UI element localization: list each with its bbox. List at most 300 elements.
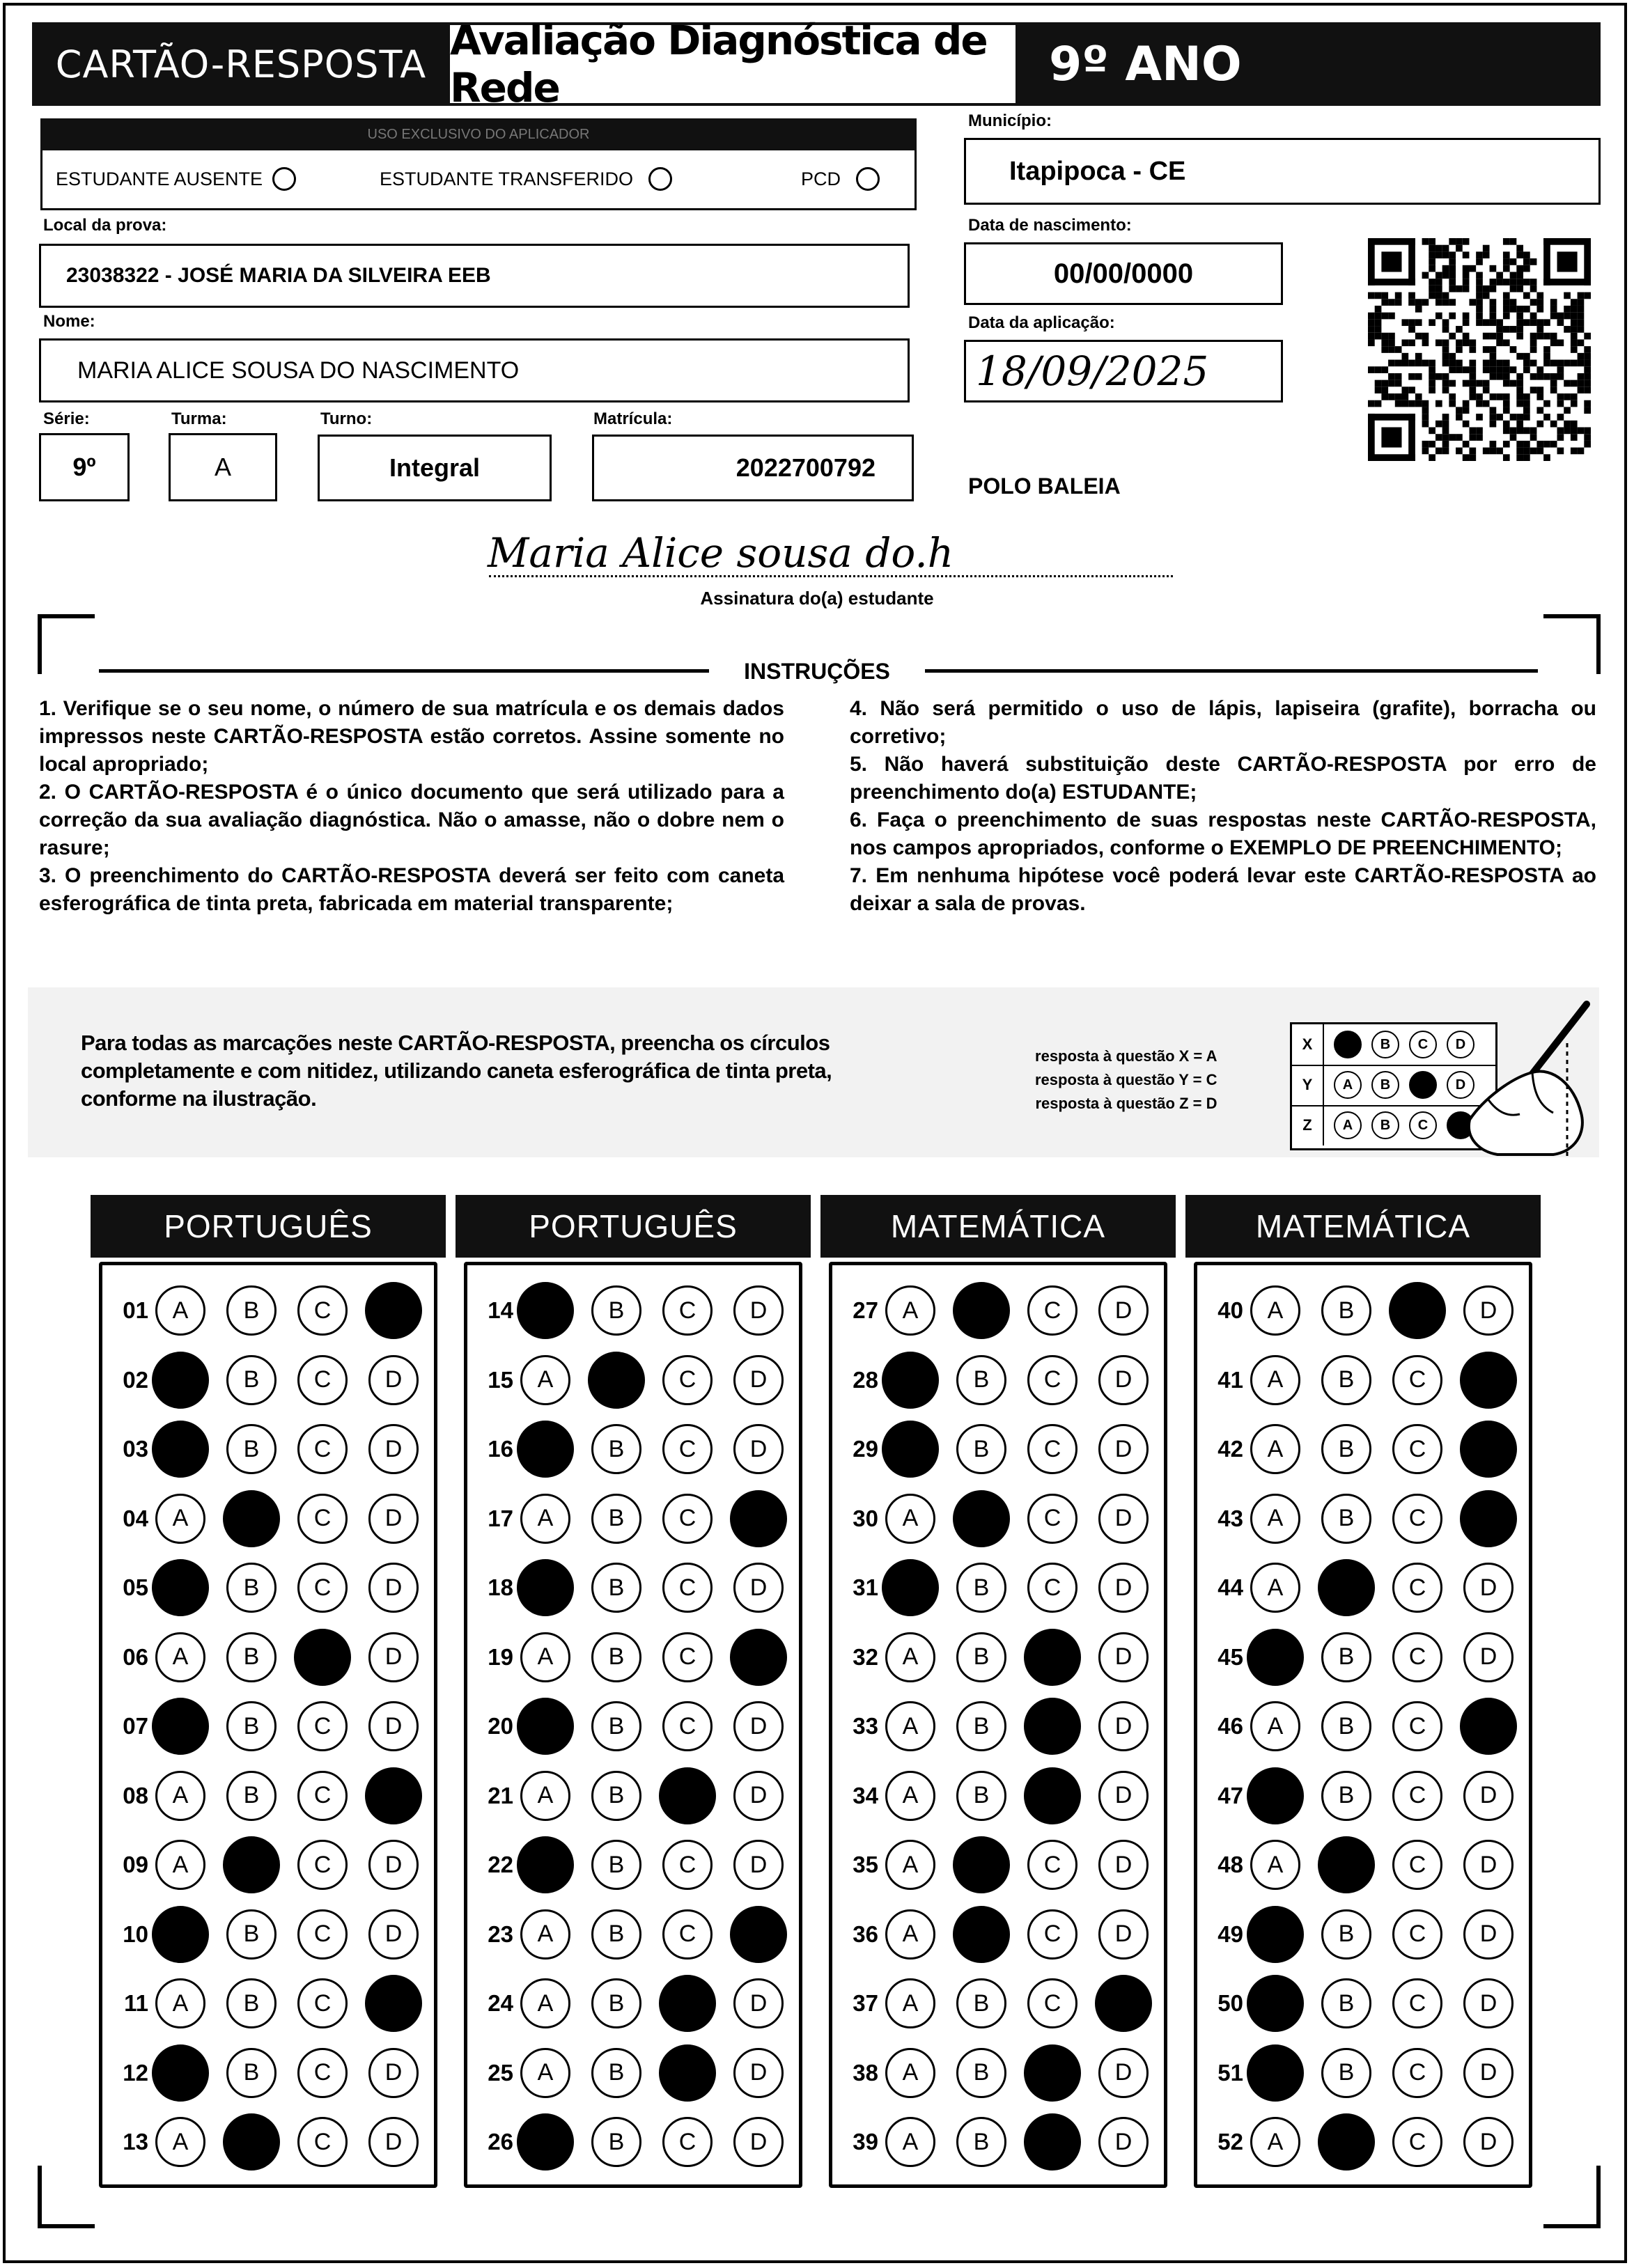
answer-bubble[interactable]: A bbox=[1250, 1285, 1300, 1336]
answer-bubble[interactable]: D bbox=[368, 1909, 419, 1960]
answer-bubble-filled[interactable] bbox=[1247, 1629, 1304, 1686]
answer-column bbox=[464, 1262, 802, 2188]
answer-bubble[interactable]: C bbox=[1392, 1632, 1442, 1682]
answer-bubble-filled[interactable] bbox=[223, 1490, 280, 1547]
answer-bubble[interactable]: C bbox=[1027, 1355, 1077, 1405]
answer-bubble[interactable]: B bbox=[226, 1771, 277, 1821]
answer-bubble[interactable]: A bbox=[885, 1632, 935, 1682]
answer-bubble-filled[interactable] bbox=[953, 1906, 1010, 1963]
answer-bubble[interactable]: C bbox=[1392, 1355, 1442, 1405]
answer-bubble[interactable]: A bbox=[1250, 1355, 1300, 1405]
question-number: 48 bbox=[1217, 1852, 1243, 1877]
answer-bubble[interactable]: C bbox=[662, 1909, 713, 1960]
question-number: 41 bbox=[1217, 1366, 1243, 1393]
answer-bubble-filled[interactable] bbox=[152, 1352, 209, 1409]
answer-bubble[interactable]: A bbox=[1250, 1494, 1300, 1544]
answer-bubble[interactable]: C bbox=[1392, 1840, 1442, 1890]
answer-bubble[interactable]: B bbox=[956, 1771, 1006, 1821]
question-number: 03 bbox=[123, 1436, 148, 1462]
absent-label: ESTUDANTE AUSENTE bbox=[56, 168, 263, 189]
answer-bubble[interactable]: D bbox=[733, 1563, 784, 1613]
answer-bubble[interactable]: D bbox=[368, 1494, 419, 1544]
example-text: Para todas as marcações neste CARTÃO-RESPOSTA, preencha os círculos completamente e com nitidez, utilizando caneta esferográfica de tinta preta, conforme na ilustração. bbox=[81, 1031, 832, 1111]
answer-bubble-filled[interactable] bbox=[517, 1698, 574, 1755]
answer-bubble[interactable]: B bbox=[226, 1563, 277, 1613]
answer-bubble[interactable]: D bbox=[733, 1978, 784, 2028]
answer-row bbox=[477, 1975, 804, 2032]
pcd-checkbox[interactable] bbox=[856, 167, 880, 191]
answer-bubble[interactable]: B bbox=[956, 1978, 1006, 2028]
question-number: 47 bbox=[1217, 1782, 1243, 1808]
matricula-field: 2022700792 bbox=[592, 435, 914, 501]
answer-row bbox=[842, 1282, 1169, 1339]
answer-bubble[interactable]: A bbox=[885, 2048, 935, 2098]
answer-bubble-filled[interactable] bbox=[1095, 1975, 1152, 2032]
answer-bubble[interactable]: C bbox=[662, 1285, 713, 1336]
answer-bubble-filled[interactable] bbox=[152, 2044, 209, 2102]
answer-bubble[interactable]: A bbox=[520, 1355, 570, 1405]
answer-bubble[interactable]: A bbox=[885, 1494, 935, 1544]
answer-bubble-filled[interactable] bbox=[1460, 1490, 1517, 1547]
answer-row bbox=[477, 1698, 804, 1755]
corner-mark bbox=[1543, 2166, 1601, 2228]
answer-bubble[interactable]: C bbox=[662, 1701, 713, 1751]
answer-bubble-filled[interactable] bbox=[152, 1906, 209, 1963]
answer-bubble[interactable]: C bbox=[1392, 1494, 1442, 1544]
question-number: 37 bbox=[853, 1990, 878, 2016]
answer-row bbox=[842, 1490, 1169, 1547]
answer-bubble[interactable]: B bbox=[591, 2048, 641, 2098]
answer-bubble[interactable]: A bbox=[885, 1978, 935, 2028]
answer-bubble[interactable]: D bbox=[1463, 1909, 1514, 1960]
answer-bubble[interactable]: D bbox=[733, 2117, 784, 2167]
answer-bubble-filled[interactable] bbox=[517, 1836, 574, 1893]
answer-bubble[interactable]: C bbox=[1027, 1909, 1077, 1960]
answer-bubble[interactable]: A bbox=[155, 1285, 205, 1336]
answer-bubble-filled[interactable] bbox=[1389, 1282, 1446, 1339]
answer-row bbox=[842, 1629, 1169, 1686]
answer-bubble[interactable]: C bbox=[1027, 1840, 1077, 1890]
answer-bubble[interactable]: D bbox=[1098, 1771, 1149, 1821]
answer-bubble[interactable]: D bbox=[368, 1632, 419, 1682]
answer-bubble[interactable]: B bbox=[1321, 1355, 1371, 1405]
instructions-right bbox=[850, 695, 1596, 918]
answer-bubble[interactable]: D bbox=[1463, 1978, 1514, 2028]
answer-bubble[interactable]: D bbox=[368, 1840, 419, 1890]
question-number: 43 bbox=[1217, 1505, 1243, 1531]
instructions-left bbox=[39, 695, 784, 918]
answer-row bbox=[112, 1906, 439, 1963]
answer-bubble[interactable]: D bbox=[1098, 1563, 1149, 1613]
turno-field: Integral bbox=[318, 435, 552, 501]
question-number: 23 bbox=[488, 1921, 513, 1947]
grade-title: 9º ANO bbox=[1016, 22, 1601, 106]
answer-bubble-filled[interactable] bbox=[365, 1767, 422, 1824]
answer-bubble[interactable]: C bbox=[662, 1563, 713, 1613]
answer-bubble[interactable]: A bbox=[1250, 1840, 1300, 1890]
answer-row bbox=[1207, 1767, 1534, 1824]
answer-bubble[interactable]: A bbox=[885, 1701, 935, 1751]
answer-row bbox=[112, 1629, 439, 1686]
answer-bubble[interactable]: B bbox=[956, 1632, 1006, 1682]
example-bubble: B bbox=[1371, 1071, 1399, 1099]
answer-bubble[interactable]: B bbox=[956, 1701, 1006, 1751]
polo-label: POLO BALEIA bbox=[968, 474, 1121, 499]
answer-bubble[interactable]: D bbox=[733, 2048, 784, 2098]
answer-bubble[interactable]: B bbox=[591, 1771, 641, 1821]
answer-bubble-filled[interactable] bbox=[659, 1767, 716, 1824]
answer-bubble-filled[interactable] bbox=[1024, 2113, 1081, 2171]
answer-bubble-filled[interactable] bbox=[659, 1975, 716, 2032]
absent-checkbox[interactable] bbox=[272, 167, 296, 191]
answer-bubble[interactable]: B bbox=[1321, 1632, 1371, 1682]
question-number: 31 bbox=[853, 1574, 878, 1600]
example-legend-item: resposta à questão X = A bbox=[1035, 1047, 1217, 1065]
answer-bubble[interactable]: D bbox=[1098, 1701, 1149, 1751]
answer-bubble[interactable]: C bbox=[1392, 1563, 1442, 1613]
question-number: 45 bbox=[1217, 1643, 1243, 1670]
answer-bubble[interactable]: A bbox=[155, 2117, 205, 2167]
answer-bubble[interactable]: D bbox=[1463, 1285, 1514, 1336]
answer-row bbox=[1207, 1352, 1534, 1409]
example-bubble-filled bbox=[1334, 1031, 1362, 1058]
answer-row bbox=[1207, 2113, 1534, 2171]
question-number: 44 bbox=[1217, 1574, 1243, 1600]
answer-bubble-filled[interactable] bbox=[152, 1559, 209, 1616]
answer-bubble-filled[interactable] bbox=[730, 1629, 787, 1686]
answer-bubble[interactable]: C bbox=[662, 1424, 713, 1474]
question-number: 35 bbox=[853, 1852, 878, 1877]
answer-bubble[interactable]: D bbox=[368, 1424, 419, 1474]
answer-bubble[interactable]: B bbox=[226, 1632, 277, 1682]
answer-bubble-filled[interactable] bbox=[1024, 1629, 1081, 1686]
answer-row bbox=[842, 1836, 1169, 1893]
answer-bubble[interactable]: B bbox=[226, 1978, 277, 2028]
transferred-option[interactable] bbox=[380, 167, 672, 191]
answer-bubble-filled[interactable] bbox=[517, 1282, 574, 1339]
answer-bubble-filled[interactable] bbox=[730, 1490, 787, 1547]
answer-bubble[interactable]: C bbox=[297, 1909, 348, 1960]
answer-bubble[interactable]: C bbox=[1027, 1285, 1077, 1336]
answer-bubble-filled[interactable] bbox=[1247, 1975, 1304, 2032]
answer-bubble[interactable]: B bbox=[591, 1424, 641, 1474]
answer-bubble[interactable]: A bbox=[520, 1978, 570, 2028]
answer-bubble[interactable]: B bbox=[956, 2117, 1006, 2167]
question-number: 36 bbox=[853, 1921, 878, 1947]
answer-bubble[interactable]: D bbox=[368, 1701, 419, 1751]
answer-row bbox=[477, 2044, 804, 2102]
answer-row bbox=[842, 1698, 1169, 1755]
question-number: 32 bbox=[853, 1643, 878, 1670]
answer-bubble[interactable]: B bbox=[1321, 1494, 1371, 1544]
answer-bubble[interactable]: B bbox=[591, 1632, 641, 1682]
answer-row bbox=[477, 1352, 804, 1409]
answer-bubble-filled[interactable] bbox=[882, 1352, 939, 1409]
answer-bubble[interactable]: A bbox=[885, 2117, 935, 2167]
answer-bubble-filled[interactable] bbox=[882, 1559, 939, 1616]
answer-bubble[interactable]: A bbox=[155, 1840, 205, 1890]
answer-bubble-filled[interactable] bbox=[365, 1975, 422, 2032]
answer-bubble[interactable]: B bbox=[226, 1424, 277, 1474]
answer-bubble[interactable]: A bbox=[885, 1909, 935, 1960]
answer-bubble[interactable]: D bbox=[1098, 1424, 1149, 1474]
pcd-label: PCD bbox=[801, 168, 841, 189]
answer-bubble[interactable]: A bbox=[155, 1771, 205, 1821]
example-bubble-filled bbox=[1409, 1071, 1437, 1099]
answer-bubble-filled[interactable] bbox=[1024, 2044, 1081, 2102]
answer-bubble-filled[interactable] bbox=[517, 2113, 574, 2171]
answer-bubble[interactable]: B bbox=[226, 1909, 277, 1960]
answer-bubble-filled[interactable] bbox=[223, 2113, 280, 2171]
answer-bubble[interactable]: D bbox=[733, 1355, 784, 1405]
answer-bubble-filled[interactable] bbox=[1318, 1836, 1375, 1893]
answer-bubble[interactable]: C bbox=[1027, 1978, 1077, 2028]
answer-bubble[interactable]: D bbox=[1098, 1285, 1149, 1336]
answer-bubble[interactable]: A bbox=[520, 1771, 570, 1821]
answer-bubble[interactable]: D bbox=[368, 2117, 419, 2167]
answer-bubble[interactable]: D bbox=[1463, 1771, 1514, 1821]
answer-bubble[interactable]: B bbox=[226, 1355, 277, 1405]
answer-bubble[interactable]: A bbox=[520, 1909, 570, 1960]
answer-bubble-filled[interactable] bbox=[1318, 1559, 1375, 1616]
answer-bubble[interactable]: C bbox=[297, 1771, 348, 1821]
question-number: 51 bbox=[1217, 2059, 1243, 2086]
answer-bubble[interactable]: C bbox=[297, 1840, 348, 1890]
answer-bubble[interactable]: C bbox=[1027, 1424, 1077, 1474]
answer-bubble[interactable]: A bbox=[885, 1285, 935, 1336]
answer-bubble[interactable]: C bbox=[1392, 2117, 1442, 2167]
pcd-option[interactable] bbox=[801, 167, 880, 191]
answer-row bbox=[842, 1421, 1169, 1478]
answer-bubble[interactable]: D bbox=[1463, 1840, 1514, 1890]
nascimento-field: 00/00/0000 bbox=[964, 242, 1283, 305]
answer-bubble[interactable]: C bbox=[1392, 1909, 1442, 1960]
answer-bubble[interactable]: B bbox=[591, 2117, 641, 2167]
question-number: 29 bbox=[853, 1436, 878, 1462]
answer-bubble[interactable]: D bbox=[733, 1840, 784, 1890]
answer-bubble[interactable]: D bbox=[1098, 2048, 1149, 2098]
answer-bubble[interactable]: C bbox=[297, 1978, 348, 2028]
question-number: 39 bbox=[853, 2129, 878, 2154]
answer-column bbox=[99, 1262, 437, 2188]
answer-bubble[interactable]: C bbox=[1392, 2048, 1442, 2098]
answer-bubble[interactable]: A bbox=[155, 1978, 205, 2028]
answer-bubble[interactable]: A bbox=[1250, 1424, 1300, 1474]
answer-bubble[interactable]: C bbox=[662, 2117, 713, 2167]
instructions-rule-left bbox=[99, 669, 709, 673]
answer-bubble[interactable]: C bbox=[662, 1632, 713, 1682]
answer-bubble[interactable]: B bbox=[1321, 1771, 1371, 1821]
answer-bubble[interactable]: D bbox=[733, 1771, 784, 1821]
answer-row bbox=[477, 1906, 804, 1963]
answer-bubble-filled[interactable] bbox=[1318, 2113, 1375, 2171]
section-header: PORTUGUÊS bbox=[456, 1195, 811, 1258]
answer-bubble[interactable]: B bbox=[1321, 1424, 1371, 1474]
answer-bubble[interactable]: B bbox=[591, 1840, 641, 1890]
absent-option[interactable] bbox=[56, 167, 296, 191]
answer-bubble[interactable]: D bbox=[1463, 2048, 1514, 2098]
answer-bubble[interactable]: C bbox=[297, 1494, 348, 1544]
answer-bubble[interactable]: A bbox=[520, 2048, 570, 2098]
answer-bubble[interactable]: C bbox=[662, 1355, 713, 1405]
answer-row bbox=[477, 1836, 804, 1893]
answer-bubble[interactable]: D bbox=[1098, 1840, 1149, 1890]
question-number: 34 bbox=[853, 1782, 878, 1808]
answer-bubble[interactable]: D bbox=[1098, 1632, 1149, 1682]
answer-bubble[interactable]: D bbox=[1098, 2117, 1149, 2167]
answer-bubble[interactable]: C bbox=[1027, 1563, 1077, 1613]
answer-bubble[interactable]: C bbox=[1392, 1424, 1442, 1474]
example-legend-item: resposta à questão Y = C bbox=[1035, 1071, 1217, 1088]
answer-bubble[interactable]: B bbox=[591, 1909, 641, 1960]
answer-row bbox=[112, 1421, 439, 1478]
answer-bubble-filled[interactable] bbox=[1024, 1698, 1081, 1755]
answer-bubble-filled[interactable] bbox=[1247, 2044, 1304, 2102]
answer-bubble[interactable]: D bbox=[1463, 2117, 1514, 2167]
answer-row bbox=[112, 2044, 439, 2102]
answer-bubble[interactable]: C bbox=[1392, 1701, 1442, 1751]
answer-bubble[interactable]: C bbox=[1392, 1771, 1442, 1821]
answer-bubble[interactable]: B bbox=[591, 1563, 641, 1613]
answer-bubble[interactable]: B bbox=[226, 2048, 277, 2098]
answer-row bbox=[1207, 1421, 1534, 1478]
answer-row bbox=[1207, 1975, 1534, 2032]
answer-bubble-filled[interactable] bbox=[517, 1559, 574, 1616]
answer-bubble-filled[interactable] bbox=[1460, 1698, 1517, 1755]
answer-bubble[interactable]: D bbox=[368, 1355, 419, 1405]
answer-bubble[interactable]: C bbox=[1027, 1494, 1077, 1544]
answer-bubble[interactable]: C bbox=[297, 1563, 348, 1613]
answer-bubble[interactable]: D bbox=[733, 1285, 784, 1336]
answer-bubble[interactable]: D bbox=[733, 1701, 784, 1751]
answer-bubble[interactable]: D bbox=[733, 1424, 784, 1474]
answer-bubble-filled[interactable] bbox=[1460, 1421, 1517, 1478]
answer-bubble[interactable]: B bbox=[956, 2048, 1006, 2098]
answer-bubble[interactable]: D bbox=[1463, 1563, 1514, 1613]
answer-bubble-filled[interactable] bbox=[953, 1490, 1010, 1547]
answer-bubble-filled[interactable] bbox=[152, 1698, 209, 1755]
answer-row bbox=[112, 1698, 439, 1755]
answer-bubble-filled[interactable] bbox=[294, 1629, 351, 1686]
question-number: 07 bbox=[123, 1713, 148, 1739]
answer-bubble[interactable]: D bbox=[1098, 1494, 1149, 1544]
answer-bubble-filled[interactable] bbox=[1247, 1906, 1304, 1963]
answer-bubble-filled[interactable] bbox=[517, 1421, 574, 1478]
answer-bubble[interactable]: A bbox=[520, 1632, 570, 1682]
answer-bubble[interactable]: C bbox=[297, 1701, 348, 1751]
question-number: 49 bbox=[1217, 1921, 1243, 1947]
corner-mark bbox=[38, 614, 95, 674]
answer-bubble-filled[interactable] bbox=[730, 1906, 787, 1963]
matricula-label: Matrícula: bbox=[593, 409, 673, 428]
answer-bubble[interactable]: B bbox=[591, 1494, 641, 1544]
answer-bubble[interactable]: B bbox=[591, 1701, 641, 1751]
answer-bubble[interactable]: C bbox=[662, 1840, 713, 1890]
answer-bubble[interactable]: B bbox=[1321, 1909, 1371, 1960]
answer-bubble-filled[interactable] bbox=[152, 1421, 209, 1478]
turno-label: Turno: bbox=[320, 409, 373, 428]
answer-row bbox=[477, 2113, 804, 2171]
answer-row bbox=[112, 2113, 439, 2171]
example-legend bbox=[1035, 1045, 1217, 1116]
answer-bubble-filled[interactable] bbox=[588, 1352, 645, 1409]
answer-bubble[interactable]: C bbox=[297, 2117, 348, 2167]
answer-bubble[interactable]: A bbox=[155, 1494, 205, 1544]
turma-label: Turma: bbox=[171, 409, 227, 428]
answer-bubble-filled[interactable] bbox=[1024, 1767, 1081, 1824]
answer-bubble-filled[interactable] bbox=[953, 1836, 1010, 1893]
answer-bubble[interactable]: B bbox=[956, 1355, 1006, 1405]
answer-row bbox=[112, 1352, 439, 1409]
answer-bubble-filled[interactable] bbox=[953, 1282, 1010, 1339]
question-number: 52 bbox=[1217, 2129, 1243, 2154]
answer-bubble[interactable]: B bbox=[226, 1701, 277, 1751]
answer-bubble[interactable]: D bbox=[1098, 1355, 1149, 1405]
answer-bubble[interactable]: A bbox=[885, 1771, 935, 1821]
question-number: 05 bbox=[123, 1574, 148, 1600]
answer-bubble[interactable]: B bbox=[1321, 1285, 1371, 1336]
answer-bubble[interactable]: B bbox=[1321, 1701, 1371, 1751]
corner-mark bbox=[1543, 614, 1601, 674]
answer-bubble-filled[interactable] bbox=[1247, 1767, 1304, 1824]
answer-bubble[interactable]: D bbox=[1463, 1632, 1514, 1682]
serie-field: 9º bbox=[39, 433, 130, 501]
answer-bubble[interactable]: C bbox=[297, 1355, 348, 1405]
local-label: Local da prova: bbox=[43, 216, 167, 235]
answer-bubble[interactable]: C bbox=[1392, 1978, 1442, 2028]
answer-bubble[interactable]: B bbox=[956, 1424, 1006, 1474]
question-number: 02 bbox=[123, 1366, 148, 1393]
answer-bubble-filled[interactable] bbox=[223, 1836, 280, 1893]
transferred-label: ESTUDANTE TRANSFERIDO bbox=[380, 168, 634, 189]
answer-bubble[interactable]: D bbox=[1098, 1909, 1149, 1960]
turma-field: A bbox=[169, 433, 277, 501]
answer-bubble[interactable]: A bbox=[1250, 2117, 1300, 2167]
answer-bubble-filled[interactable] bbox=[659, 2044, 716, 2102]
answer-bubble[interactable]: B bbox=[226, 1285, 277, 1336]
question-number: 24 bbox=[488, 1990, 513, 2016]
answer-bubble[interactable]: B bbox=[1321, 1978, 1371, 2028]
answer-bubble[interactable]: A bbox=[155, 1632, 205, 1682]
section-header: MATEMÁTICA bbox=[820, 1195, 1176, 1258]
answer-row bbox=[842, 2044, 1169, 2102]
answer-bubble[interactable]: A bbox=[520, 1494, 570, 1544]
answer-bubble[interactable]: A bbox=[1250, 1563, 1300, 1613]
answer-bubble[interactable]: B bbox=[591, 1285, 641, 1336]
answer-bubble[interactable]: B bbox=[591, 1978, 641, 2028]
answer-bubble[interactable]: C bbox=[297, 1424, 348, 1474]
answer-row bbox=[1207, 1906, 1534, 1963]
question-number: 04 bbox=[123, 1505, 148, 1531]
answer-bubble[interactable]: C bbox=[297, 2048, 348, 2098]
answer-bubble[interactable]: C bbox=[662, 1494, 713, 1544]
aplicacao-field: 18/09/2025 bbox=[964, 340, 1283, 402]
answer-bubble[interactable]: B bbox=[956, 1563, 1006, 1613]
answer-bubble-filled[interactable] bbox=[882, 1421, 939, 1478]
answer-bubble[interactable]: A bbox=[885, 1840, 935, 1890]
answer-bubble[interactable]: D bbox=[368, 2048, 419, 2098]
question-number: 01 bbox=[123, 1297, 148, 1323]
aplicacao-label: Data da aplicação: bbox=[968, 313, 1115, 332]
answer-bubble[interactable]: C bbox=[297, 1285, 348, 1336]
answer-bubble[interactable]: A bbox=[1250, 1701, 1300, 1751]
question-number: 16 bbox=[488, 1436, 513, 1462]
answer-bubble-filled[interactable] bbox=[365, 1282, 422, 1339]
answer-bubble[interactable]: D bbox=[368, 1563, 419, 1613]
answer-bubble-filled[interactable] bbox=[1460, 1352, 1517, 1409]
answer-bubble[interactable]: B bbox=[1321, 2048, 1371, 2098]
transferred-checkbox[interactable] bbox=[648, 167, 672, 191]
